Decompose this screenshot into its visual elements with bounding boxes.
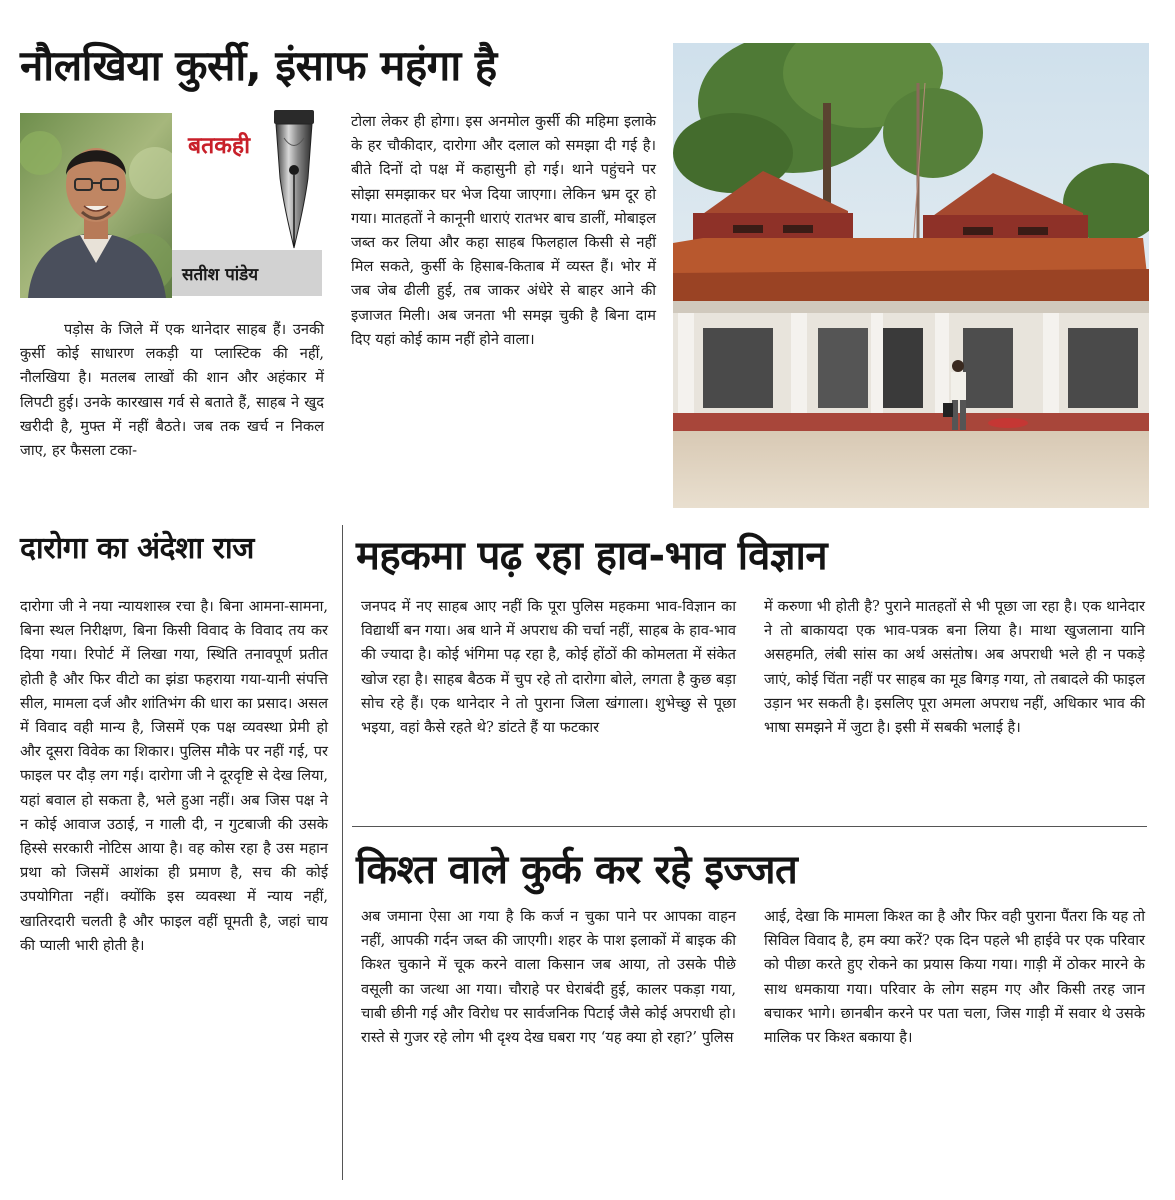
story4-column-1 — [361, 905, 736, 1050]
story4-col2-text: आई, देखा कि मामला किश्त का है और फिर वही पुराना पैंतरा कि यह तो सिविल विवाद है, हम क्या करें? एक दिन पहले भी हाईवे पर एक परिवार को पीछा करते हुए रोकने का प्रयास किया गया। गाड़ी में ठोकर मारने के साथ धमकाया गया। परिवार के लोग सहम गए और किसी तरह जान बचाकर भागे। छानबीन करने पर पता चला, जिस गाड़ी में सवार थे उसके मालिक पर किश्त बकाया है। — [764, 908, 1145, 1047]
story2-column — [20, 595, 328, 958]
fountain-pen-nib-icon — [272, 108, 316, 250]
story1-col1-text: पड़ोस के जिले में एक थानेदार साहब हैं। उनकी कुर्सी कोई साधारण लकड़ी या प्लास्टिक की नहीं, नौलखिया है। मतलब लाखों की शान और अहंकार में लिपटी हुई। उनके कारखास गर्व से बताते हैं, साहब ने खुद खरीदी है, मुफ्त में नहीं बैठते। जब तक खर्च न निकल जाए, हर फैसला टका- — [20, 321, 324, 460]
story4-col1-text: अब जमाना ऐसा आ गया है कि कर्ज न चुका पाने पर आपका वाहन नहीं, आपकी गर्दन जब्त की जाएगी। शहर के पाश इलाकों में बाइक की किश्त चुकाने में चूक करने वाला किसान जब आया, तो उसके पीछे वसूली का जत्था आ गया। चौराहे पर घेराबंदी हुई, कालर पकड़ा गया, चाबी छीनी गई और विरोध पर सार्वजनिक पिटाई जैसे कोई अपराधी हो। रास्ते से गुजर रहे लोग भी दृश्य देख घबरा गए ‘यह क्या हो रहा?’ पुलिस — [361, 908, 736, 1047]
story2-text: दारोगा जी ने नया न्यायशास्त्र रचा है। बिना आमना-सामना, बिना स्थल निरीक्षण, बिना किसी विवाद के विवाद तय कर दिया गया। रिपोर्ट में लिखा गया, स्थिति तनावपूर्ण प्रतीत होती है और फिर वीटो का झंडा फहराया गया-यानी संपत्ति सील, मामला दर्ज और शांतिभंग की धारा का प्रसाद। असल में विवाद वही मान्य है, जिसमें एक पक्ष व्यवस्था प्रेमी हो और दूसरा विवेक का शिकार। पुलिस मौके पर नहीं गई, पर फाइल पर दौड़ लग गई। दारोगा जी ने दूरदृष्टि से देख लिया, यहां बवाल हो सकता है, भले हुआ नहीं। अब जिस पक्ष ने न कोई आवाज उठाई, न गाली दी, न गुटबाजी की उसके हिस्से सरकारी नोटिस आया है। वह कोस रहा है उस महान प्रथा को जिसमें आशंका ही प्रमाण है, सच की कोई उपयोगिता नहीं। क्योंकि इस व्यवस्था में न्याय नहीं, खातिरदारी चलती है और फाइल वहीं घूमती है, जहां चाय की प्याली भारी होती है। — [20, 598, 328, 954]
story3-headline: महकमा पढ़ रहा हाव-भाव विज्ञान — [356, 533, 828, 579]
story3-column-1 — [361, 595, 736, 740]
author-name: सतीश पांडेय — [182, 265, 259, 285]
column-label: बतकही — [188, 133, 251, 159]
story1-column-1 — [20, 318, 324, 463]
story2-headline: दारोगा का अंदेशा राज — [20, 531, 254, 566]
story3-col1-text: जनपद में नए साहब आए नहीं कि पूरा पुलिस महकमा भाव-विज्ञान का विद्यार्थी बन गया। अब थाने में अपराध की चर्चा नहीं, साहब के हाव-भाव की ज्यादा है। कोई भंगिमा पढ़ रहा है, कोई होंठों की कोमलता में संकेत खोज रहा है। साहब बैठक में चुप रहे तो दारोगा बोले, लगता है कुछ बड़ा सोच रहे हैं। एक थानेदार ने तो पुराना जिला खंगाला। शुभेच्छु से पूछा भइया, वहां कैसे रहते थे? डांटते हैं या फटकार — [361, 598, 736, 737]
story3-column-2 — [764, 595, 1145, 740]
author-photo — [20, 113, 172, 298]
story1-headline: नौलखिया कुर्सी, इंसाफ महंगा है — [20, 41, 497, 90]
story1-col2-text: टोला लेकर ही होगा। इस अनमोल कुर्सी की महिमा इलाके के हर चौकीदार, दारोगा और दलाल को समझा दी गई है। बीते दिनों दो पक्ष में कहासुनी हो गई। थाने पहुंचने पर सोझा समझाकर घर भेज दिया जाएगा। लेकिन भ्रम दूर हो गया। मातहतों ने कानूनी धाराएं रातभर बाच डालीं, मोबाइल जब्त कर लिया और कहा साहब फिलहाल किसी से नहीं मिल सकते, कुर्सी के हिसाब-किताब में व्यस्त हैं। भोर में जब जेब ढीली हुई, तब जाकर अंधेरे से बाहर आने की इजाजत मिली। अब जनता भी समझ चुकी है बिना दाम दिए यहां कोई काम नहीं होने वाला। — [351, 113, 656, 348]
horizontal-divider — [352, 826, 1147, 827]
story4-headline: किश्त वाले कुर्क कर रहे इज्जत — [356, 847, 798, 893]
story1-column-2 — [351, 110, 656, 352]
police-station-photo — [673, 43, 1149, 508]
vertical-divider — [342, 525, 343, 1180]
story4-column-2 — [764, 905, 1145, 1050]
story3-col2-text: में करुणा भी होती है? पुराने मातहतों से भी पूछा जा रहा है। एक थानेदार ने तो बाकायदा एक भाव-पत्रक बना लिया है। माथा खुजलाना यानि असहमति, लंबी सांस का अर्थ असंतोष। अब अपराधी भले ही न पकड़े जाएं, कोई चिंता नहीं पर साहब का मूड बिगड़ गया, तो तबादले की फाइल उड़ान भर सकती है। इसलिए पूरा अमला अपराध नहीं, अधिकार भाव की भाषा समझने में जुटा है। इसी में सबकी भलाई है। — [764, 598, 1145, 737]
